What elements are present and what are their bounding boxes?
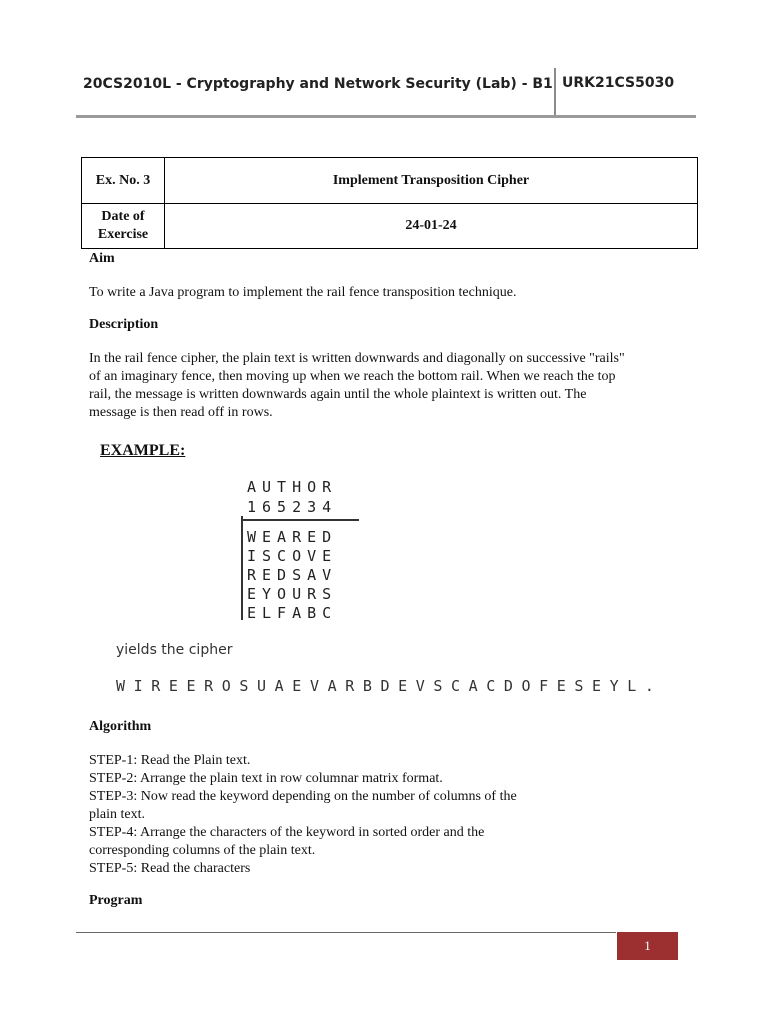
order-row: 165234 <box>247 498 338 516</box>
algorithm-heading: Algorithm <box>89 719 152 734</box>
footer-rule <box>76 932 616 933</box>
algorithm-line: STEP-3: Now read the keyword depending on the number of columns of the <box>89 789 517 804</box>
matrix-row: REDSAV <box>247 566 338 584</box>
grid-vertical-line <box>241 516 243 620</box>
matrix-row: ELFABC <box>247 604 338 622</box>
ex-label: Ex. No. 3 <box>82 158 165 204</box>
algorithm-line: corresponding columns of the plain text. <box>89 843 316 858</box>
description-heading: Description <box>89 317 159 332</box>
keyword-row: AUTHOR <box>247 478 338 496</box>
description-line: of an imaginary fence, then moving up when we reach the bottom rail. When we reach the top <box>89 369 616 384</box>
ex-title: Implement Transposition Cipher <box>165 158 698 204</box>
algorithm-line: STEP-4: Arrange the characters of the keyword in sorted order and the <box>89 825 485 840</box>
description-line: message is then read off in rows. <box>89 405 273 420</box>
exercise-info-table <box>81 157 698 249</box>
matrix-row: WEARED <box>247 528 338 546</box>
header-title: 20CS2010L - Cryptography and Network Security (Lab) - B1 <box>83 76 553 92</box>
cipher-text: WIREEROSUAEVARBDEVSCACDOFESEYL. <box>116 677 663 695</box>
example-heading: EXAMPLE: <box>100 442 186 459</box>
aim-text: To write a Java program to implement the rail fence transposition technique. <box>89 285 517 300</box>
program-heading: Program <box>89 893 143 908</box>
algorithm-line: plain text. <box>89 807 145 822</box>
algorithm-line: STEP-5: Read the characters <box>89 861 251 876</box>
header-rule <box>76 115 696 118</box>
date-label-line1: Date of <box>101 209 145 224</box>
description-line: rail, the message is written downwards again until the whole plaintext is written out. The <box>89 387 587 402</box>
matrix-row: ISCOVE <box>247 547 338 565</box>
matrix-row: EYOURS <box>247 585 338 603</box>
table-row <box>82 204 698 249</box>
algorithm-line: STEP-2: Arrange the plain text in row columnar matrix format. <box>89 771 443 786</box>
date-value: 24-01-24 <box>165 204 698 249</box>
yields-caption: yields the cipher <box>116 642 233 658</box>
description-line: In the rail fence cipher, the plain text is written downwards and diagonally on successive "rails" <box>89 351 625 366</box>
aim-heading: Aim <box>89 251 115 266</box>
date-label <box>82 204 165 249</box>
algorithm-line: STEP-1: Read the Plain text. <box>89 753 251 768</box>
page-number: 1 <box>617 932 678 960</box>
header-divider <box>554 68 556 115</box>
grid-horizontal-line <box>241 519 359 521</box>
header-code: URK21CS5030 <box>562 75 675 91</box>
table-row <box>82 158 698 204</box>
date-label-line2: Exercise <box>97 227 149 242</box>
